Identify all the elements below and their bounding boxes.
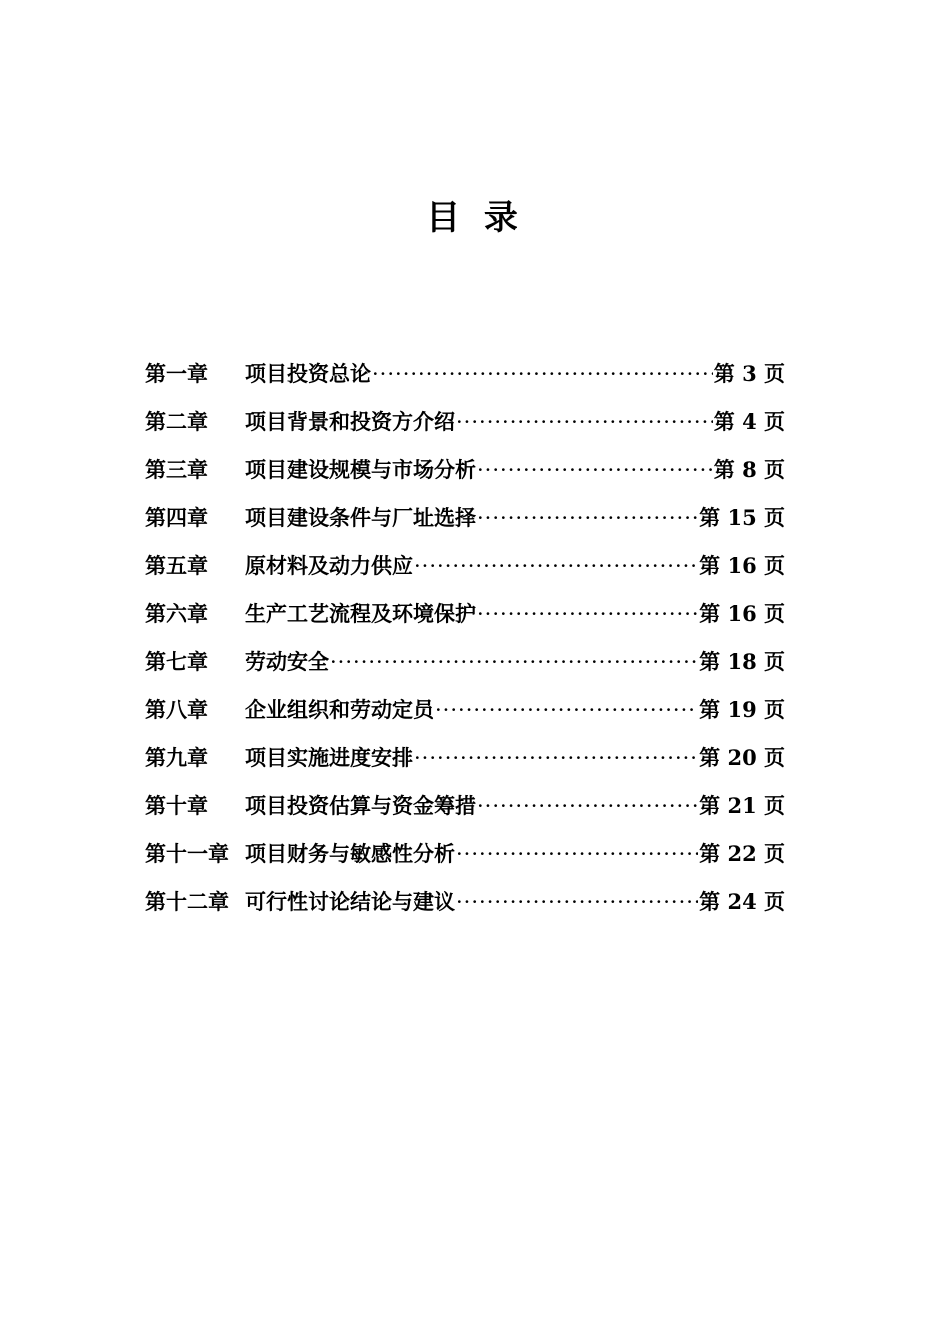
chapter-number: 第十章 bbox=[145, 793, 208, 818]
chapter-title: 项目投资总论 bbox=[245, 361, 371, 386]
page-reference: 第 16 页 bbox=[699, 601, 785, 626]
chapter-number: 第五章 bbox=[145, 553, 208, 578]
page-reference: 第 3 页 bbox=[713, 361, 785, 386]
page-reference: 第 20 页 bbox=[699, 745, 785, 770]
chapter-title: 项目实施进度安排 bbox=[245, 745, 413, 770]
toc-entry[interactable] bbox=[145, 838, 785, 886]
dot-leader bbox=[456, 842, 698, 866]
toc-entry[interactable] bbox=[145, 406, 785, 454]
chapter-number: 第九章 bbox=[145, 745, 208, 770]
page-reference: 第 18 页 bbox=[699, 649, 785, 674]
chapter-number: 第六章 bbox=[145, 601, 208, 626]
chapter-title: 项目背景和投资方介绍 bbox=[245, 409, 455, 434]
chapter-number: 第八章 bbox=[145, 697, 208, 722]
dot-leader bbox=[477, 794, 698, 818]
chapter-title: 项目建设条件与厂址选择 bbox=[245, 505, 476, 530]
chapter-title: 企业组织和劳动定员 bbox=[245, 697, 434, 722]
toc-entry[interactable] bbox=[145, 598, 785, 646]
page-reference: 第 19 页 bbox=[699, 697, 785, 722]
dot-leader bbox=[414, 554, 698, 578]
chapter-title: 劳动安全 bbox=[245, 649, 329, 674]
table-of-contents bbox=[145, 358, 785, 934]
toc-entry[interactable] bbox=[145, 790, 785, 838]
toc-entry[interactable] bbox=[145, 694, 785, 742]
page-reference: 第 8 页 bbox=[713, 457, 785, 482]
dot-leader bbox=[330, 650, 698, 674]
dot-leader bbox=[477, 506, 698, 530]
chapter-title: 项目建设规模与市场分析 bbox=[245, 457, 476, 482]
dot-leader bbox=[372, 362, 713, 386]
chapter-number: 第十二章 bbox=[145, 889, 229, 914]
toc-entry[interactable] bbox=[145, 742, 785, 790]
chapter-title: 原材料及动力供应 bbox=[245, 553, 413, 578]
toc-entry[interactable] bbox=[145, 646, 785, 694]
chapter-number: 第十一章 bbox=[145, 841, 229, 866]
toc-entry[interactable] bbox=[145, 886, 785, 934]
dot-leader bbox=[414, 746, 698, 770]
page-reference: 第 16 页 bbox=[699, 553, 785, 578]
chapter-number: 第一章 bbox=[145, 361, 208, 386]
page-reference: 第 21 页 bbox=[699, 793, 785, 818]
chapter-title: 项目投资估算与资金筹措 bbox=[245, 793, 476, 818]
toc-entry[interactable] bbox=[145, 550, 785, 598]
dot-leader bbox=[456, 410, 713, 434]
chapter-number: 第二章 bbox=[145, 409, 208, 434]
page-reference: 第 15 页 bbox=[699, 505, 785, 530]
chapter-title: 项目财务与敏感性分析 bbox=[245, 841, 455, 866]
page-reference: 第 22 页 bbox=[699, 841, 785, 866]
chapter-number: 第七章 bbox=[145, 649, 208, 674]
chapter-number: 第四章 bbox=[145, 505, 208, 530]
toc-entry[interactable] bbox=[145, 502, 785, 550]
page-reference: 第 4 页 bbox=[713, 409, 785, 434]
toc-entry[interactable] bbox=[145, 454, 785, 502]
dot-leader bbox=[435, 698, 698, 722]
dot-leader bbox=[477, 458, 713, 482]
chapter-title: 可行性讨论结论与建议 bbox=[245, 889, 455, 914]
chapter-number: 第三章 bbox=[145, 457, 208, 482]
chapter-title: 生产工艺流程及环境保护 bbox=[245, 601, 476, 626]
dot-leader bbox=[456, 890, 698, 914]
page-title: 目 录 bbox=[426, 198, 524, 238]
toc-entry[interactable] bbox=[145, 358, 785, 406]
dot-leader bbox=[477, 602, 698, 626]
page-reference: 第 24 页 bbox=[699, 889, 785, 914]
